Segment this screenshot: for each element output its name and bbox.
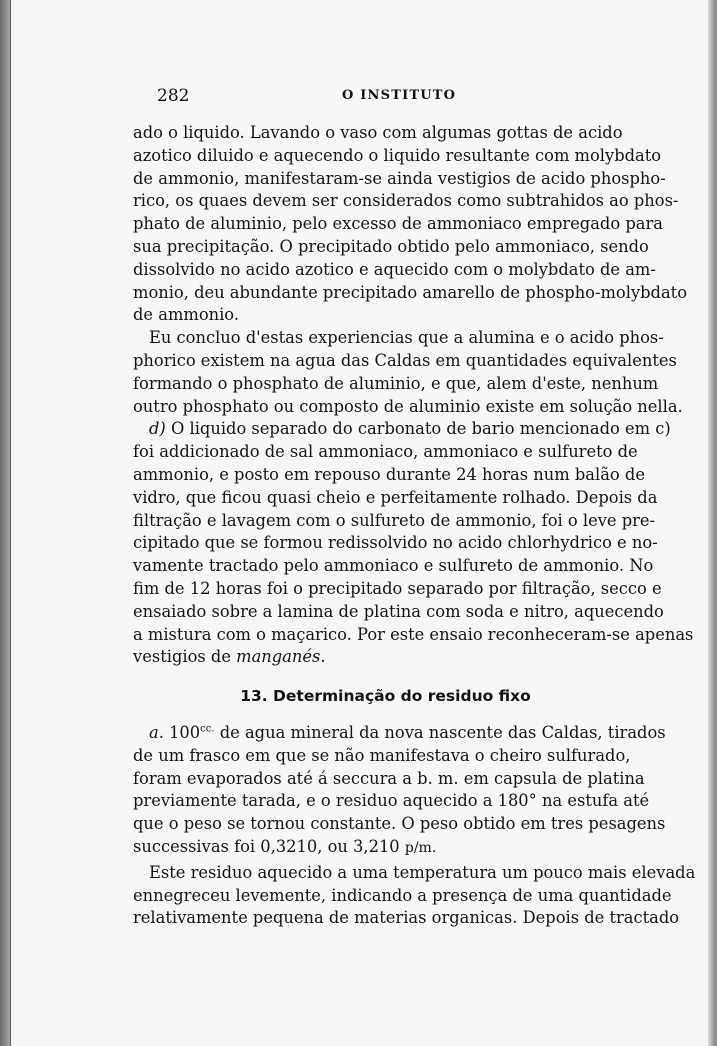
quantity-unit: cc. <box>200 723 215 735</box>
text-line: a mistura com o maçarico. Por este ensaio reconheceram-se apenas <box>133 624 694 644</box>
quantity: 100 <box>169 722 201 742</box>
section-heading: 13. Determinação do residuo fixo <box>240 687 531 706</box>
text-line: ennegreceu levemente, indicando a presença de uma quantidade <box>133 885 672 905</box>
running-title: O INSTITUTO <box>342 88 457 103</box>
italic-term: manganés <box>236 647 321 667</box>
ratio-unit: p/m. <box>404 839 437 856</box>
text-line: azotico diluido e aquecendo o liquido resultante com molybdato <box>133 145 662 165</box>
text-line: sua precipitação. O precipitado obtido pelo ammoniaco, sendo <box>133 236 649 256</box>
text-line: ensaiado sobre a lamina de platina com soda e nitro, aquecendo <box>133 601 664 621</box>
item-label: a. <box>149 722 164 742</box>
text-line <box>133 836 618 860</box>
text-line: phorico existem na agua das Caldas em quantidades equivalentes <box>133 350 677 370</box>
text-line: vamente tractado pelo ammoniaco e sulfureto de ammonio. No <box>133 556 654 576</box>
paragraph-5 <box>133 862 696 930</box>
body-text <box>133 122 696 930</box>
text-line: de um frasco em que se não manifestava o cheiro sulfurado, <box>133 745 631 765</box>
text-line: Este residuo aquecido a uma temperatura um pouco mais elevada <box>149 862 696 882</box>
text-fragment: . <box>320 647 326 667</box>
text-line: fim de 12 horas foi o precipitado separado por filtração, secco e <box>133 578 662 598</box>
text-line: relativamente pequena de materias organicas. Depois de tractado <box>133 908 680 928</box>
text-line: phato de aluminio, pelo excesso de ammoniaco empregado para <box>133 214 663 234</box>
text-line: foram evaporados até á seccura a b. m. em capsula de platina <box>133 768 645 788</box>
text-line <box>133 722 666 745</box>
text-fragment: successivas foi 0,3210, ou 3,210 <box>133 836 400 856</box>
text-line <box>133 646 618 669</box>
text-line: foi addicionado de sal ammoniaco, ammoniaco e sulfureto de <box>133 442 638 462</box>
book-gutter <box>0 0 10 1046</box>
text-fragment: de agua mineral da nova nascente das Caldas, tirados <box>219 722 666 742</box>
text-line: outro phosphato ou composto de aluminio existe em solução nella. <box>133 396 683 416</box>
text-line: ado o liquido. Lavando o vaso com algumas gottas de acido <box>133 123 623 142</box>
text-line: de ammonio, manifestaram-se ainda vestigios de acido phospho- <box>133 168 666 188</box>
text-line: dissolvido no acido azotico e aquecido com o molybdato de am- <box>133 259 656 279</box>
text-line <box>133 418 671 441</box>
text-line: previamente tarada, e o residuo aquecido a 180° na estufa até <box>133 791 650 811</box>
page-number: 282 <box>157 86 190 106</box>
paragraph-4 <box>133 722 666 860</box>
item-label: d) <box>149 419 166 439</box>
text-line: ammonio, e posto em repouso durante 24 horas num balão de <box>133 464 645 484</box>
text-line: que o peso se tornou constante. O peso obtido em tres pesagens <box>133 814 666 834</box>
text-line: rico, os quaes devem ser considerados como subtrahidos ao phos- <box>133 191 679 211</box>
paragraph-1 <box>133 122 688 327</box>
page-edge <box>708 0 714 1046</box>
text-line: vidro, que ficou quasi cheio e perfeitamente rolhado. Depois da <box>133 487 658 507</box>
paragraph-2 <box>133 327 683 418</box>
text-line: de ammonio. <box>133 305 240 325</box>
text-line: monio, deu abundante precipitado amarello de phospho-molybdato <box>133 282 688 302</box>
text-line: cipitado que se formou redissolvido no acido chlorhydrico e no- <box>133 533 658 553</box>
text-fragment: O liquido separado do carbonato de bario mencionado em c) <box>170 419 671 439</box>
text-fragment: vestigios de <box>133 647 231 667</box>
text-line: Eu concluo d'estas experiencias que a alumina e o acido phos- <box>149 328 664 348</box>
page-header <box>157 86 617 110</box>
paragraph-3 <box>133 418 694 669</box>
text-line: formando o phosphato de aluminio, e que, alem d'este, nenhum <box>133 373 659 393</box>
text-line: filtração e lavagem com o sulfureto de ammonio, foi o leve pre- <box>133 510 656 530</box>
